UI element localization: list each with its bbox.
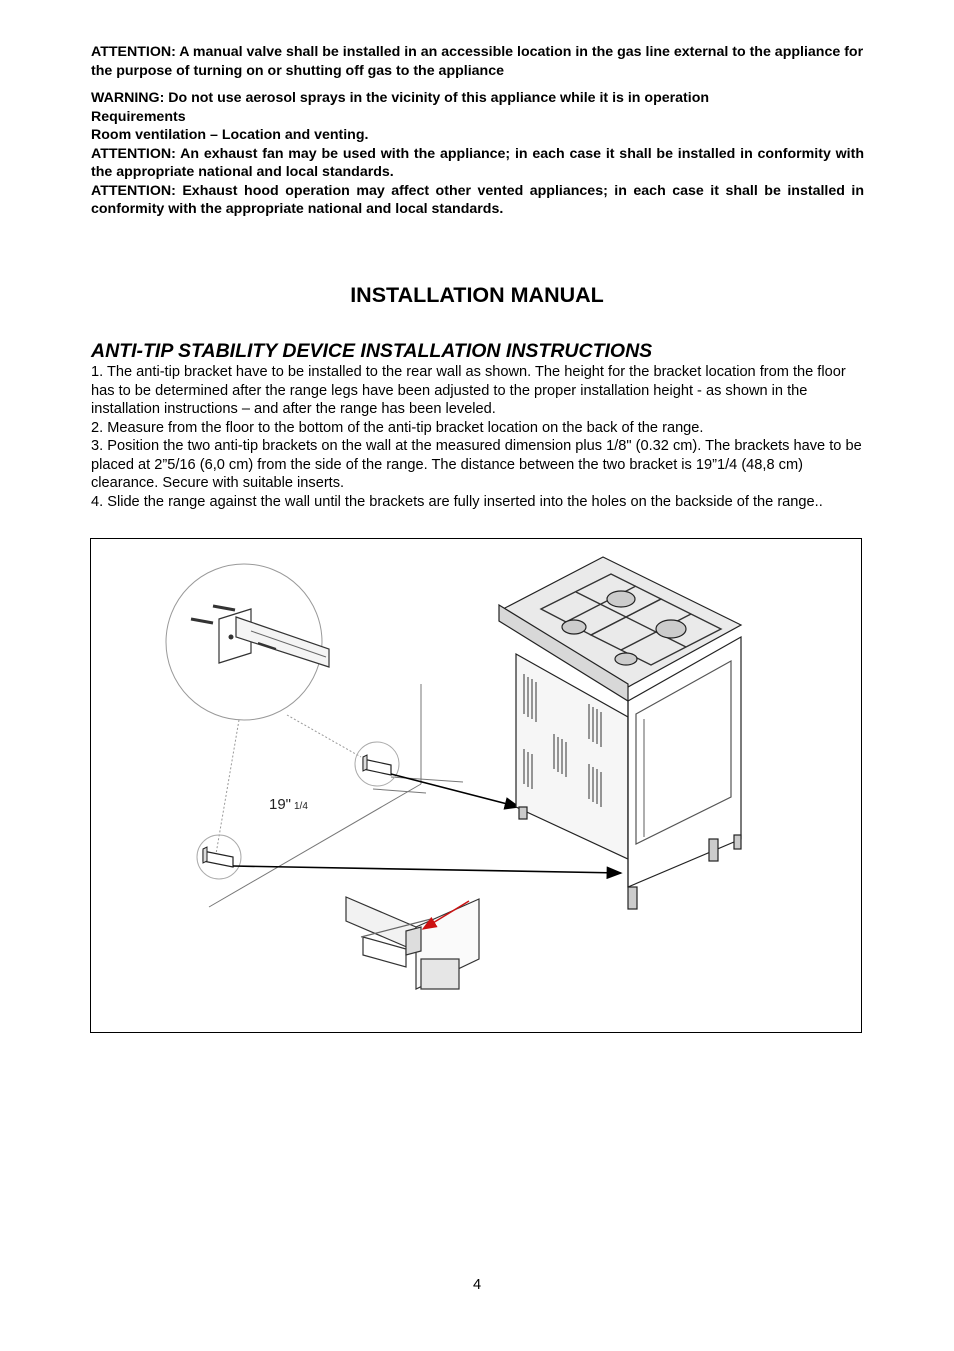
dimension-label-fraction: 1/4 [294,801,308,812]
requirements-text: Requirements [91,108,186,125]
bracket-circle-upper [355,742,399,786]
attention-valve-text: ATTENTION: A manual valve shall be installed in an accessible location in the gas line external to the appliance for the purpose of turning on or shutting off gas to the appliance [91,44,864,79]
range-appliance [499,557,741,909]
illustration-drawing [91,539,863,1034]
instruction-steps [91,363,864,511]
dimension-label-main: 19" [269,796,292,813]
page-number: 4 [472,1277,482,1293]
warnings-block [91,43,864,219]
step-1: 1. The anti-tip bracket have to be installed to the rear wall as shown. The height for the bracket location from the floor has to be determined after the range legs have been adjusted to the proper installation height - as shown in the installation instructions – and after the range has been leveled. [91,364,846,417]
warning-aerosol-text: WARNING: Do not use aerosol sprays in the vicinity of this appliance while it is in operation [91,90,710,106]
attention-exhaust-fan-text: ATTENTION: An exhaust fan may be used with the appliance; in each case it shall be installed in conformity with the appropriate national and local standards. [91,145,864,180]
zoom-detail-circle [166,564,329,720]
step-2: 2. Measure from the floor to the bottom of the anti-tip bracket location on the back of the range. [91,419,704,436]
manual-title: INSTALLATION MANUAL [350,283,604,307]
section-title: ANTI-TIP STABILITY DEVICE INSTALLATION INSTRUCTIONS [91,340,653,362]
step-3: 3. Position the two anti-tip brackets on the wall at the measured dimension plus 1/8" (0.32 cm). The brackets have to be placed at 2”5/16 (6,0 cm) from the side of the range. The distance between the two bracket is 19”1/4 (48,8 cm) clearance. Secure with suitable inserts. [91,438,862,491]
leg-detail-inset [346,897,479,989]
room-ventilation-text: Room ventilation – Location and venting. [91,127,369,143]
step-4: 4. Slide the range against the wall until the brackets are fully inserted into the holes on the backside of the range.. [91,493,823,510]
anti-tip-illustration [90,538,862,1033]
attention-exhaust-hood-text: ATTENTION: Exhaust hood operation may affect other vented appliances; in each case it shall be installed in conformity with the appropriate national and local standards. [91,182,864,217]
bracket-circle-lower [197,835,241,879]
